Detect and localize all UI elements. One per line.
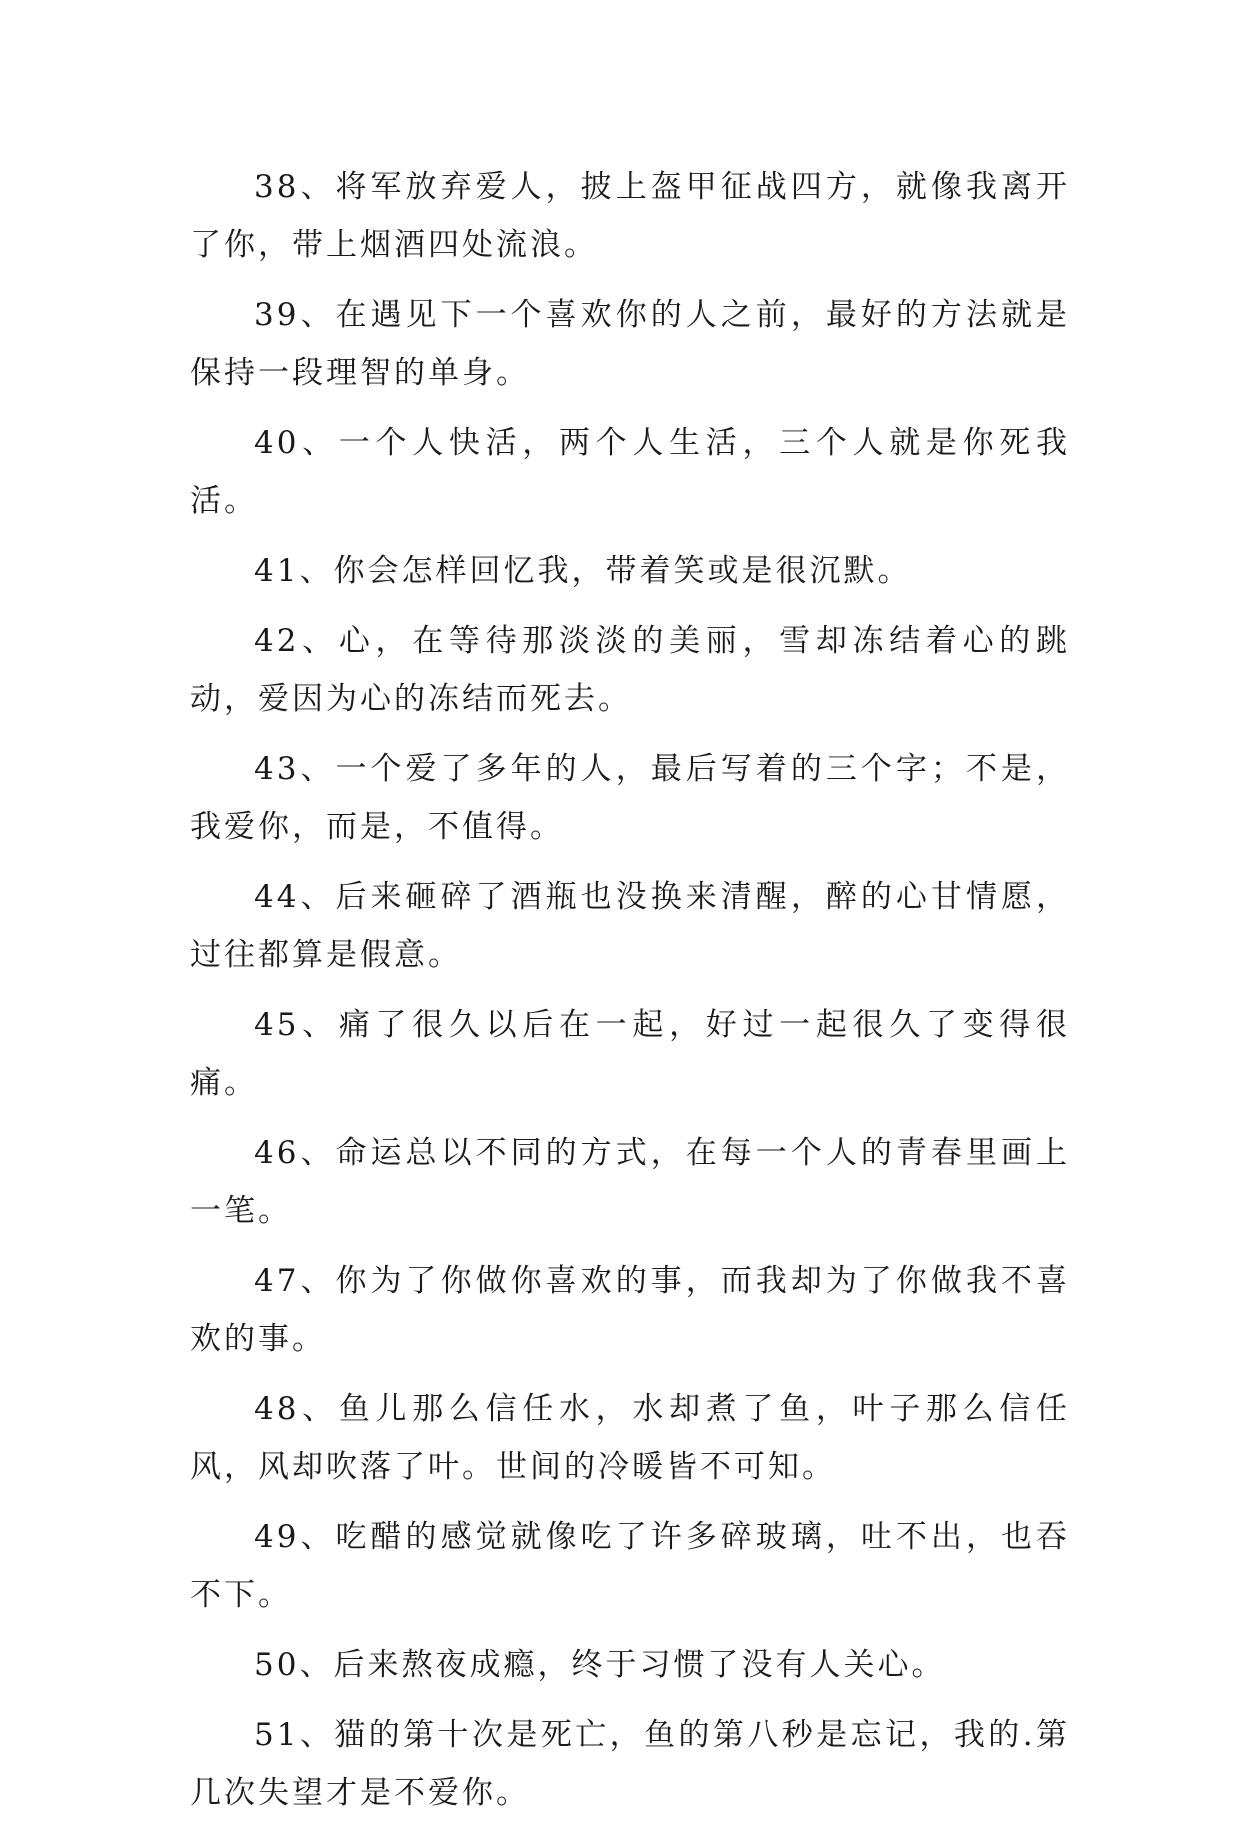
paragraph-51: 51、猫的第十次是死亡，鱼的第八秒是忘记，我的.第几次失望才是不爱你。 xyxy=(190,1717,1070,1811)
paragraph-50: 50、后来熬夜成瘾，终于习惯了没有人关心。 xyxy=(254,1647,946,1683)
paragraph-47: 47、你为了你做你喜欢的事，而我却为了你做我不喜欢的事。 xyxy=(190,1263,1070,1357)
paragraph-39: 39、在遇见下一个喜欢你的人之前，最好的方法就是保持一段理智的单身。 xyxy=(190,297,1070,391)
paragraph-43: 43、一个爱了多年的人，最后写着的三个字；不是，我爱你，而是，不值得。 xyxy=(190,751,1070,845)
paragraph-44: 44、后来砸碎了酒瓶也没换来清醒，醉的心甘情愿，过往都算是假意。 xyxy=(190,879,1070,973)
paragraph-42: 42、心，在等待那淡淡的美丽，雪却冻结着心的跳动，爱因为心的冻结而死去。 xyxy=(190,623,1070,717)
document-body xyxy=(190,158,1070,1834)
paragraph-41: 41、你会怎样回忆我，带着笑或是很沉默。 xyxy=(254,553,912,589)
paragraph-49: 49、吃醋的感觉就像吃了许多碎玻璃，吐不出，也吞不下。 xyxy=(190,1519,1070,1613)
paragraph-38: 38、将军放弃爱人，披上盔甲征战四方，就像我离开了你，带上烟酒四处流浪。 xyxy=(190,169,1070,263)
paragraph-45: 45、痛了很久以后在一起，好过一起很久了变得很痛。 xyxy=(190,1007,1070,1101)
paragraph-46: 46、命运总以不同的方式，在每一个人的青春里画上一笔。 xyxy=(190,1135,1070,1229)
paragraph-48: 48、鱼儿那么信任水，水却煮了鱼，叶子那么信任风，风却吹落了叶。世间的冷暖皆不可知。 xyxy=(190,1391,1070,1485)
paragraph-40: 40、一个人快活，两个人生活，三个人就是你死我活。 xyxy=(190,425,1070,519)
